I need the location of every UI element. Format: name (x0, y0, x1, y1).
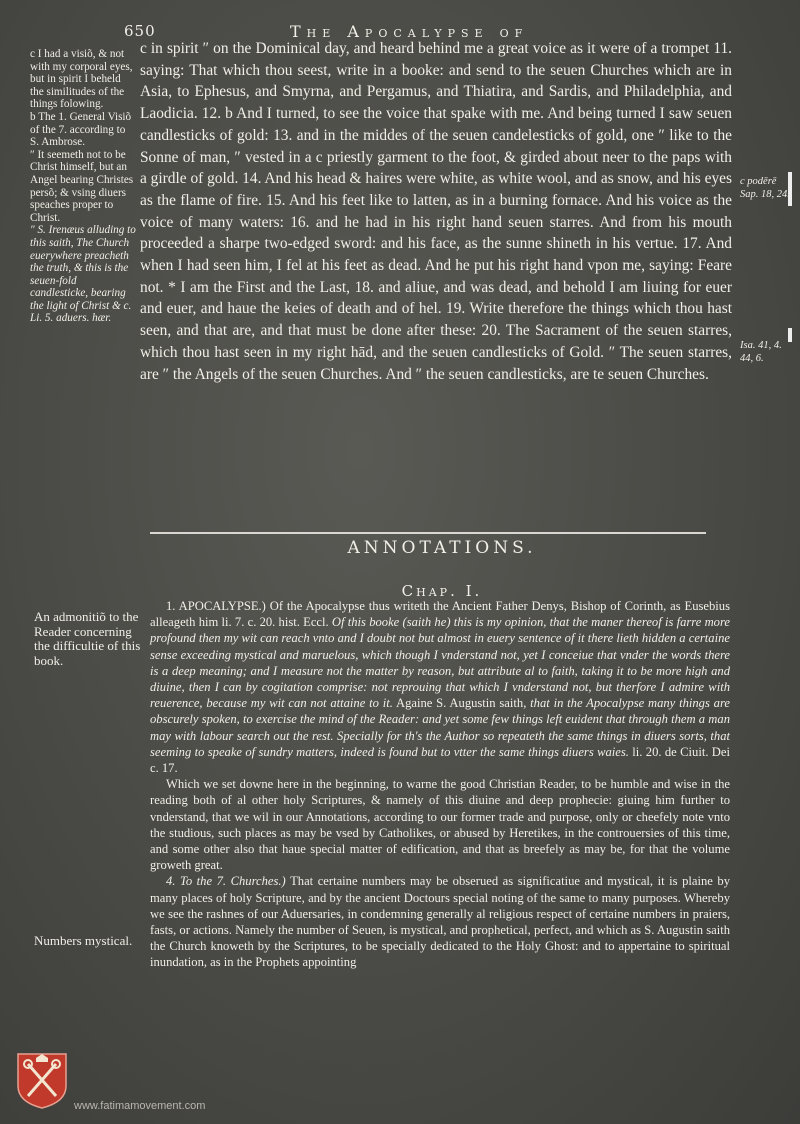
annotations-body (150, 598, 730, 971)
annotation-mid: Againe S. Augustin saith, (395, 696, 527, 711)
margin-note-vision: c I had a visiõ, & not with my corporal eyes, but in spirit I beheld the similitudes of the things folowing. (30, 48, 133, 111)
page-number: 650 (124, 22, 156, 40)
annotation-paragraph-warning: Which we set downe here in the beginning, to warne the good Christian Reader, to be humble and wise in the reading both of al other holy Scriptures, & namely of this diuine and deep prophecie: giuing him further to vnderstand, that we wil in our Annotations, according to our former trade and purpose, only or cheefely note vnto the studious, such places as may be vsed by Catholikes, or abused by Heretikes, in the controuersies of this time, and some other also that haue special matter of edification, and that as breefely as may be, for that the volume groweth great. (150, 777, 730, 873)
margin-note-angel: ″ It seemeth not to be Christ himself, but an Angel bearing Christes persõ; & vsing diuers speaches proper to Christ. (30, 148, 134, 224)
annotation-lead: 1. APOCALYPSE.) Of the Apocalypse thus writeth the Ancient Father Denys, Bishop of Corinth, as Eusebius alleageth him li. 7. c. 20. hist. Eccl. (150, 599, 730, 630)
chapter-title: Chap. I. (401, 582, 483, 600)
margin-ref-isa: Isa. 41, 4. 44, 6. (740, 340, 782, 364)
annotation-text: That certaine numbers may be obserued as significatiue and mystical, it is plaine by many places of holy Scripture, and by the ancient Doctours special noting of the same to many purposes. Whereby we see the rashnes of our Aduersaries, in condemning generally al religious respect of certaine numbers in praiers, fasts, or actions. Namely the number of Seuen, is mystical, and prophetical, perfect, and which as S. Augustin saith the Church knoweth by the Scriptures, to be specially dedicated to the Holy Ghost: and to appertaine to spiritual inundation, as in the Prophets appointing (150, 874, 730, 970)
running-title: The Apocalypse of (290, 22, 529, 41)
annotation-quote-denys: Of this booke (saith he) this is my opinion, that the maner thereof is farre more profound then my wit can reach vnto and I doubt not but almost in euery sentence of it there lieth hidden a certaine sense exceeding mystical and maruelous, which though I vnderstand not, yet I conceiue that vnder the words there is a deep meaning; and I measure not the matter by reason, but attribute al to faith, taking it to be more high and diuine, then I can by cogitation comprise: not reprouing that which I vnderstand not, but therfore I admire with reuerence, because my wit can not attaine to it. (150, 615, 730, 711)
margin-ref-sap: c podērē Sap. 18, 24. (740, 176, 790, 200)
annotation-ref: li. 20. de Ciuit. Dei c. 17. (150, 744, 730, 776)
annotation-quote-augustin: that in the Apocalypse many things are obscurely spoken, to exercise the mind of the Reader: and yet some few things left euident that through them a man may with labour search out the rest. Specially for th's the Author so repeateth the same things in diuers sorts, that seeming to speake of sundry matters, indeed is found but to vtter the same things diuers waies. (150, 696, 730, 759)
papal-keys-logo-icon (14, 1050, 70, 1110)
annotation-paragraph-churches (150, 873, 730, 970)
annotation-lead: 4. To the 7. Churches.) (166, 874, 286, 889)
scripture-paragraph: c in spirit ″ on the Dominical day, and heard behind me a great voice as it were of a trompet 11. saying: That which thou seest, write in a booke: and send to the seuen Churches which are in Asia, to Ephesus, and Smyrna, and Pergamus, and Thiatira, and Sardis, and Philadelphia, and Laodicia. 12. b And I turned, to see the voice that spake with me. And being turned I saw seuen candlesticks of gold: 13. and in the middes of the seuen candelesticks of gold, one ″ like to the Sonne of man, ″ vested in a c priestly garment to the foot, & girded about neer to the paps with a girdle of gold. 14. And his head & haires were white, as white wool, and as snow, and his eyes as the flame of fire. 15. And his feet like to latten, as in a burning fornace. And his voice as the voice of many waters: 16. and he had in his right hand seuen starres. And from his mouth proceeded a sharpe two-edged sword: and his face, as the sunne shineth in his vertue. 17. And when I had seen him, I fel at his feet as dead. And he put his right hand vpon me, saying: Feare not. * I am the First and the Last, 18. and aliue, and was dead, and behold I am liuing for euer and euer, and haue the keies of death and of hel. 19. Write therefore the things which thou hast seen, and that are, and that must be done after these: 20. The Sacrament of the seuen starres, which thou hast seen in my right hād, and the seuen candlesticks of Gold. ″ The seuen starres, are ″ the Angels of the seuen Churches. And ″ the seuen candlesticks, are te seuen Churches. (140, 40, 732, 383)
annotation-margin-admonition: An admonitiõ to the Reader concerning the difficultie of this book. (34, 609, 141, 668)
left-margin-notes (30, 48, 136, 325)
section-divider (150, 532, 706, 534)
watermark-url: www.fatimamovement.com (74, 1100, 206, 1112)
annotation-paragraph-apocalypse (150, 598, 730, 776)
annotation-margin-numbers: Numbers mystical. (34, 933, 133, 948)
margin-note-irenaeus: ″ S. Irenæus alluding to this saith, The Church euerywhere preacheth the truth, & this is the seuen-fold candlesticke, bearing the light of Christ & c. Li. 5. aduers. hær. (30, 224, 136, 325)
annotations-title: ANNOTATIONS. (347, 538, 537, 558)
margin-note-general-vision: b The 1. General Visiõ of the 7. according to S. Ambrose. (30, 110, 132, 149)
scripture-text (140, 38, 732, 385)
